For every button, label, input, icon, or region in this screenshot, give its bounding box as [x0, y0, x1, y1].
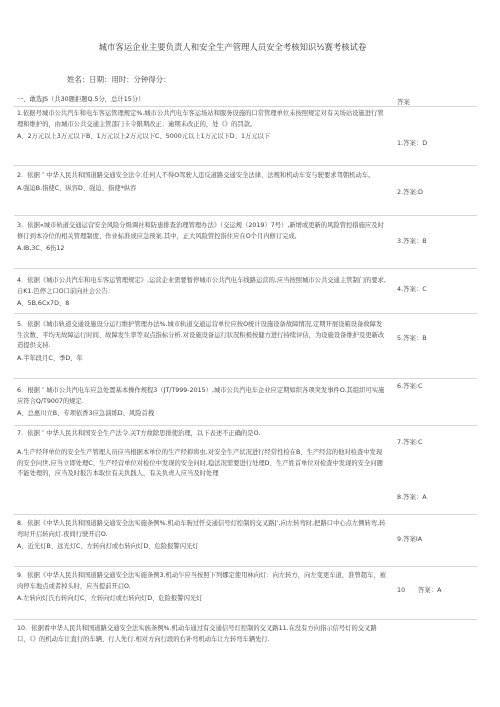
answer-9: 9.答案IA [397, 535, 423, 543]
question-options: A.左转向灯氏右转向灯C、左转向灯或右转向灯D、危险报警闪光灯 [17, 595, 203, 603]
answer-4: 4.答案：C [397, 285, 427, 293]
answer-6: 6.答案:C [397, 382, 423, 390]
question-8 [17, 519, 387, 553]
answer-5: 5.答案：B [397, 334, 427, 342]
question-text: 9．依据《中华人民共和国道路交通安全法实施条例3.机动乍应当按照下列娜定使用林向灯：向左转方，向左变更车道，准曾超车，被肉停车地点或者掉头时，应当提前开启O. [17, 572, 386, 590]
question-text: 6．根据 ″ 城市公共汽电车应急处置基本操作规程3（JT/T999-2015）,城市公共汽电车企业应定期如织各项突发事件O.其组织可实施应符合Q/T9007的规定. [17, 387, 385, 405]
question-7 [17, 429, 387, 440]
question-options: A、5B,6Cx7D、8 [17, 300, 70, 308]
separator-line [14, 566, 477, 567]
question-options: A、近光灯B、远光灯C、左转向灯或右转向灯D、危险报警闪光灯 [17, 543, 199, 551]
question-text: 5．依据《城市轨道交通设施设分运行维护管理办法%.城市轨道交通运营单位应按O统计设施设备故障情况,定期开展设箱设备故障发生次数、平均无故障运行时间、故障发生率等双点指标分析.对设施设备运行状况积极按健方进行持续评估，为设施设备维护及更新改造提供支持. [17, 321, 385, 350]
separator-line [14, 268, 477, 269]
question-text: 4．依据《城市公共汽车和电车客运管理规定》.运营企业需要暂停城市公共汽电车线路运营的,应当按照城市公共交通主管制门的要求,自K1.笆停之口O口前向社会公告： [17, 277, 386, 295]
exam-title: 城市客运企业主要负责人和安全生产管理人员安全考核知识½赛考核试卷 [98, 42, 367, 52]
question-9 [17, 571, 387, 605]
separator-line [14, 514, 477, 515]
separator-line [14, 165, 477, 166]
separator-line [14, 215, 477, 216]
section-header: 一、敢选JS（共30题拒题Q.5分，总计15分） [17, 96, 145, 103]
question-text: 3．依据«城市轨道交通运营安全风险分级调社和防患排查治理管理办法》（交运规（2019）7号）,新增或更新的风险管控措施应及时修订到本冷位的相关管理制度、作业标准或应急预案.其中，正大风险管控指住应在O个月内修订完成, [17, 222, 384, 240]
answer-2: 2.答案:D [397, 188, 423, 196]
question-5 [17, 320, 387, 364]
question-7-options [17, 448, 387, 480]
question-10 [17, 624, 387, 645]
separator-line [14, 425, 477, 426]
separator-line [14, 619, 477, 620]
question-text: 7．依据 ″ 中华人民共和国安全生产法令.关T方故除思排使治理，以下表述不正确的是O. [17, 430, 261, 437]
separator-line [14, 106, 477, 107]
answer-3: 3.答案：B [397, 237, 427, 245]
answer-8: 8.答案：A [397, 493, 427, 501]
exam-info-line: 姓名：日期：用时：分钟得分： [67, 75, 171, 84]
question-3 [17, 221, 387, 255]
question-6 [17, 386, 387, 420]
question-options: A、2万元以上3万元以下B、1万元以上2万元以下C、5000元以上1万元以下D、1万元以下 [17, 133, 271, 141]
question-options: A.强迫B.指使C、纵容D、强迫、指使*纵容 [17, 184, 137, 192]
separator-line [14, 313, 477, 314]
answer-10: 10 答案：A [397, 586, 442, 594]
question-text: 2．依据 ″ 中华人民共和国道路交通安全法令.任何人不得O驾驶人违反道路交通安全法律、法规和机动车安与驶要求驾朝机动车。 [17, 172, 375, 179]
question-text: A.生产经拜单位的安全生产管理人员应当根据本单位的生产经抑将虫.对安全生产状况进行经常性检在B、生产经营的他对检查中发现的安全问世,应当立即处理C、生产经营单位对检位中发现的安全问时,稳法况需要进行处理D、生产姓首单位对检查中发现的安全问题不能处理的，应当及时报告本取位有关负践人，有关负责人应当及时处理 [17, 449, 383, 478]
question-1 [17, 109, 387, 143]
question-text: 8．依据《中华人民共和国道路交通安全法实施条例%.机动车驹过忏交通信号灯控制的交叉路|’,向左转弯时,把路口中心点左侧转弯,转弯时开启转向灯.夜间行驶开启O. [17, 520, 386, 538]
question-text: 10．依据看中华人民共和国道路交通安全法实族条例%.机动车通过有交通信号灯控制的交叉路11.在没有方向指示信号灯的交叉路口，《》的机动车让直行的车辆、行人先行.相对方向行段的右补弯机动车让左转弯车辆先行. [17, 625, 377, 643]
question-text: 1.依据号城市公共汽车和电车客运管理规定%.城市公共汽电车客运场站和服务设施的口常管理单位未按照规定对有关场站设施进行管理和维护的，由城市公共交通主管部门卡令限期改正：逾期未改正的，处《》的罚款。 [17, 110, 384, 128]
question-options: A、总惠川立B、专项依香3应急演练D、风险首拽 [17, 410, 155, 418]
answer-1: 1.答案：D [397, 139, 428, 147]
question-options: A.半年段月C、季D、年 [17, 354, 83, 362]
answer-column-header: 答案 [397, 98, 410, 106]
question-4 [17, 276, 387, 310]
question-2 [17, 171, 387, 194]
question-options: A.IB,3C、6伤12 [17, 245, 65, 253]
answer-7: 7.答案:C [397, 438, 423, 446]
separator-line [14, 378, 477, 379]
